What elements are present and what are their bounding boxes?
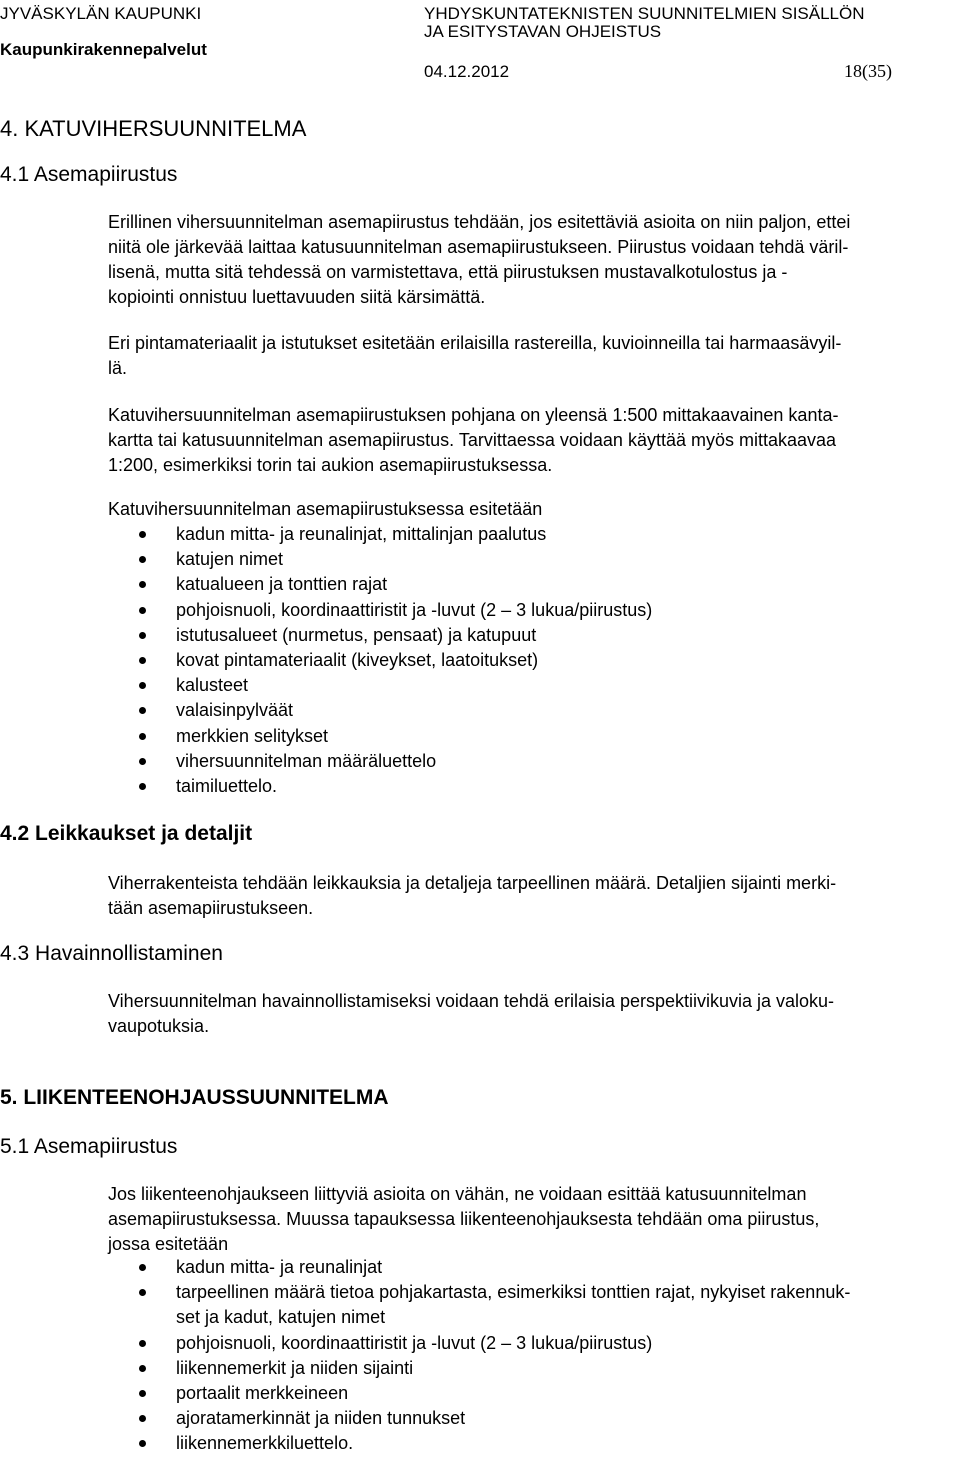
text-line: Erillinen vihersuunnitelman asemapiirustus tehdään, jos esitettäviä asioita on niin paljon, ettei (108, 212, 851, 232)
bullet-icon (139, 1289, 146, 1296)
section-5-1-bullet-list (108, 1255, 850, 1457)
list-item: kadun mitta- ja reunalinjat, mittalinjan paalutus (108, 522, 652, 547)
bullet-icon (139, 1390, 146, 1397)
section-5-title: 5. LIIKENTEENOHJAUSSUUNNITELMA (0, 1086, 389, 1109)
section-4-1-paragraph-3 (108, 403, 954, 478)
list-item: valaisinpylväät (108, 698, 652, 723)
department-name: Kaupunkirakennepalvelut (0, 40, 207, 59)
bullet-icon (139, 657, 146, 664)
list-item: portaalit merkkeineen (108, 1381, 850, 1406)
section-4-1-bullet-list (108, 522, 652, 799)
section-5-1-title: 5.1 Asemapiirustus (0, 1135, 178, 1158)
page-number: 18(35) (844, 61, 892, 81)
section-4-3-paragraph (108, 989, 954, 1039)
text-line: kopiointi onnistuu luettavuuden siitä kärsimättä. (108, 287, 486, 307)
bullet-icon (139, 682, 146, 689)
list-item: katualueen ja tonttien rajat (108, 572, 652, 597)
section-4-title: 4. KATUVIHERSUUNNITELMA (0, 116, 307, 141)
text-line: asemapiirustuksessa. Muussa tapauksessa liikenteenohjauksesta tehdään oma piirustus, (108, 1209, 820, 1229)
list-item: liikennemerkit ja niiden sijainti (108, 1356, 850, 1381)
document-title-line-2: JA ESITYSTAVAN OHJEISTUS (424, 22, 662, 41)
text-line: jossa esitetään (108, 1234, 229, 1254)
text-line: Vihersuunnitelman havainnollistamiseksi voidaan tehdä erilaisia perspektiivikuvia ja valoku- (108, 991, 835, 1011)
text-line: Eri pintamateriaalit ja istutukset esitetään erilaisilla rastereilla, kuvioinneilla tai harmaasävyil- (108, 333, 842, 353)
list-item: pohjoisnuoli, koordinaattiristit ja -luvut (2 – 3 lukua/piirustus) (108, 598, 652, 623)
text-line: tään asemapiirustukseen. (108, 898, 314, 918)
list-item: vihersuunnitelman määräluettelo (108, 749, 652, 774)
section-4-3-title: 4.3 Havainnollistaminen (0, 942, 223, 965)
bullet-icon (139, 1264, 146, 1271)
text-line: kartta tai katusuunnitelman asemapiirustus. Tarvittaessa voidaan käyttää myös mittakaavaa (108, 430, 837, 450)
bullet-icon (139, 556, 146, 563)
list-item: taimiluettelo. (108, 774, 652, 799)
section-4-1-list-intro (108, 497, 954, 522)
list-item: kadun mitta- ja reunalinjat (108, 1255, 850, 1280)
section-4-1-paragraph-2 (108, 331, 954, 381)
document-title-line-1: YHDYSKUNTATEKNISTEN SUUNNITELMIEN SISÄLLÖN (424, 4, 865, 23)
text-line: vaupotuksia. (108, 1016, 210, 1036)
text-line: Viherrakenteista tehdään leikkauksia ja detaljeja tarpeellinen määrä. Detaljien sijainti merki- (108, 873, 837, 893)
section-4-2-paragraph (108, 871, 954, 921)
text-line: 1:200, esimerkiksi torin tai aukion asemapiirustuksessa. (108, 455, 553, 475)
bullet-icon (139, 1415, 146, 1422)
text-line: Jos liikenteenohjaukseen liittyviä asioita on vähän, ne voidaan esittää katusuunnitelman (108, 1184, 807, 1204)
bullet-icon (139, 1440, 146, 1447)
bullet-icon (139, 1365, 146, 1372)
list-item: istutusalueet (nurmetus, pensaat) ja katupuut (108, 623, 652, 648)
section-4-1-paragraph-1 (108, 210, 954, 310)
list-item: ajoratamerkinnät ja niiden tunnukset (108, 1406, 850, 1431)
bullet-icon (139, 707, 146, 714)
text-line: lä. (108, 358, 128, 378)
list-item: liikennemerkkiluettelo. (108, 1431, 850, 1456)
bullet-icon (139, 1340, 146, 1347)
text-line: Katuvihersuunnitelman asemapiirustuksessa esitetään (108, 499, 543, 519)
list-item: pohjoisnuoli, koordinaattiristit ja -luvut (2 – 3 lukua/piirustus) (108, 1331, 850, 1356)
bullet-icon (139, 632, 146, 639)
list-item: tarpeellinen määrä tietoa pohjakartasta, esimerkiksi tonttien rajat, nykyiset rakennuk- set ja kadut, katujen nimet (108, 1280, 850, 1330)
document-date: 04.12.2012 (424, 62, 510, 81)
section-4-1-title: 4.1 Asemapiirustus (0, 163, 178, 186)
text-line: niitä ole järkevää laittaa katusuunnitelman asemapiirustukseen. Piirustus voidaan tehdä väril- (108, 237, 849, 257)
org-name: JYVÄSKYLÄN KAUPUNKI (0, 4, 202, 23)
section-5-1-paragraph (108, 1182, 954, 1257)
list-item: merkkien selitykset (108, 724, 652, 749)
list-item: kalusteet (108, 673, 652, 698)
bullet-icon (139, 783, 146, 790)
bullet-icon (139, 581, 146, 588)
text-line: lisenä, mutta sitä tehdessä on varmistettava, että piirustuksen mustavalkotulostus ja - (108, 262, 788, 282)
text-line: Katuvihersuunnitelman asemapiirustuksen pohjana on yleensä 1:500 mittakaavainen kanta- (108, 405, 839, 425)
bullet-icon (139, 531, 146, 538)
list-item: kovat pintamateriaalit (kiveykset, laatoitukset) (108, 648, 652, 673)
bullet-icon (139, 607, 146, 614)
bullet-icon (139, 758, 146, 765)
section-4-2-title: 4.2 Leikkaukset ja detaljit (0, 822, 253, 845)
list-item: katujen nimet (108, 547, 652, 572)
bullet-icon (139, 733, 146, 740)
